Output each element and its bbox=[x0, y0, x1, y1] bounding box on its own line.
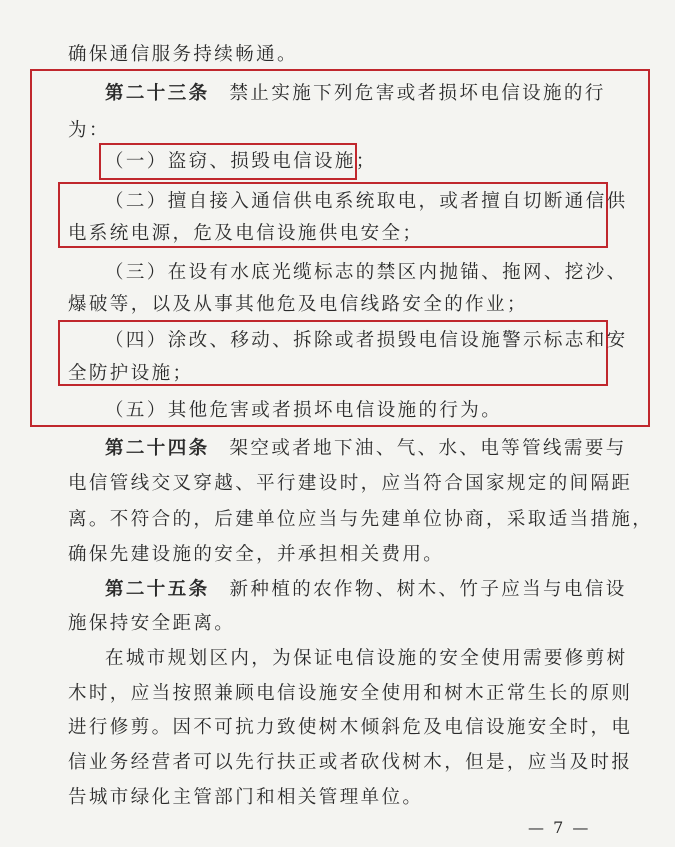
article-text: 禁止实施下列危害或者损坏电信设施的行 bbox=[229, 83, 606, 104]
text-line: 确保通信服务持续畅通。 bbox=[68, 44, 298, 65]
text-line: 施保持安全距离。 bbox=[68, 613, 236, 634]
text-line: 电信管线交叉穿越、平行建设时，应当符合国家规定的间隔距 bbox=[68, 473, 633, 494]
article-24-line bbox=[105, 437, 627, 461]
article-23-line bbox=[105, 82, 608, 106]
text-line: 全防护设施； bbox=[68, 363, 194, 384]
list-item: （三）在设有水底光缆标志的禁区内抛锚、拖网、挖沙、 bbox=[105, 262, 628, 283]
text-line: 电系统电源，危及电信设施供电安全； bbox=[68, 223, 424, 244]
article-text: 架空或者地下油、气、水、电等管线需要与 bbox=[229, 438, 627, 459]
page-number: — 7 — bbox=[528, 818, 591, 837]
article-heading: 第二十五条 bbox=[105, 579, 210, 600]
text-line: 木时，应当按照兼顾电信设施安全使用和树木正常生长的原则 bbox=[68, 683, 633, 704]
text-line: 爆破等，以及从事其他危及电信线路安全的作业； bbox=[68, 294, 528, 315]
list-item: （五）其他危害或者损坏电信设施的行为。 bbox=[105, 400, 503, 421]
article-heading: 第二十三条 bbox=[105, 83, 210, 104]
text-line: 进行修剪。因不可抗力致使树木倾斜危及电信设施安全时，电 bbox=[68, 717, 633, 738]
list-item: （一）盗窃、损毁电信设施； bbox=[105, 151, 377, 172]
text-line: 信业务经营者可以先行扶正或者砍伐树木，但是，应当及时报 bbox=[68, 752, 633, 773]
text-line: 离。不符合的，后建单位应当与先建单位协商，采取适当措施， bbox=[68, 509, 654, 530]
text-line: 为： bbox=[68, 120, 110, 141]
article-heading: 第二十四条 bbox=[105, 438, 210, 459]
text-line: 告城市绿化主管部门和相关管理单位。 bbox=[68, 787, 424, 808]
article-25-line bbox=[105, 578, 627, 602]
list-item: （二）擅自接入通信供电系统取电，或者擅自切断通信供 bbox=[105, 191, 628, 212]
list-item: （四）涂改、移动、拆除或者损毁电信设施警示标志和安 bbox=[105, 330, 628, 351]
text-line: 确保先建设施的安全，并承担相关费用。 bbox=[68, 544, 445, 565]
text-line: 在城市规划区内，为保证电信设施的安全使用需要修剪树 bbox=[105, 648, 628, 669]
article-text: 新种植的农作物、树木、竹子应当与电信设 bbox=[229, 579, 627, 600]
